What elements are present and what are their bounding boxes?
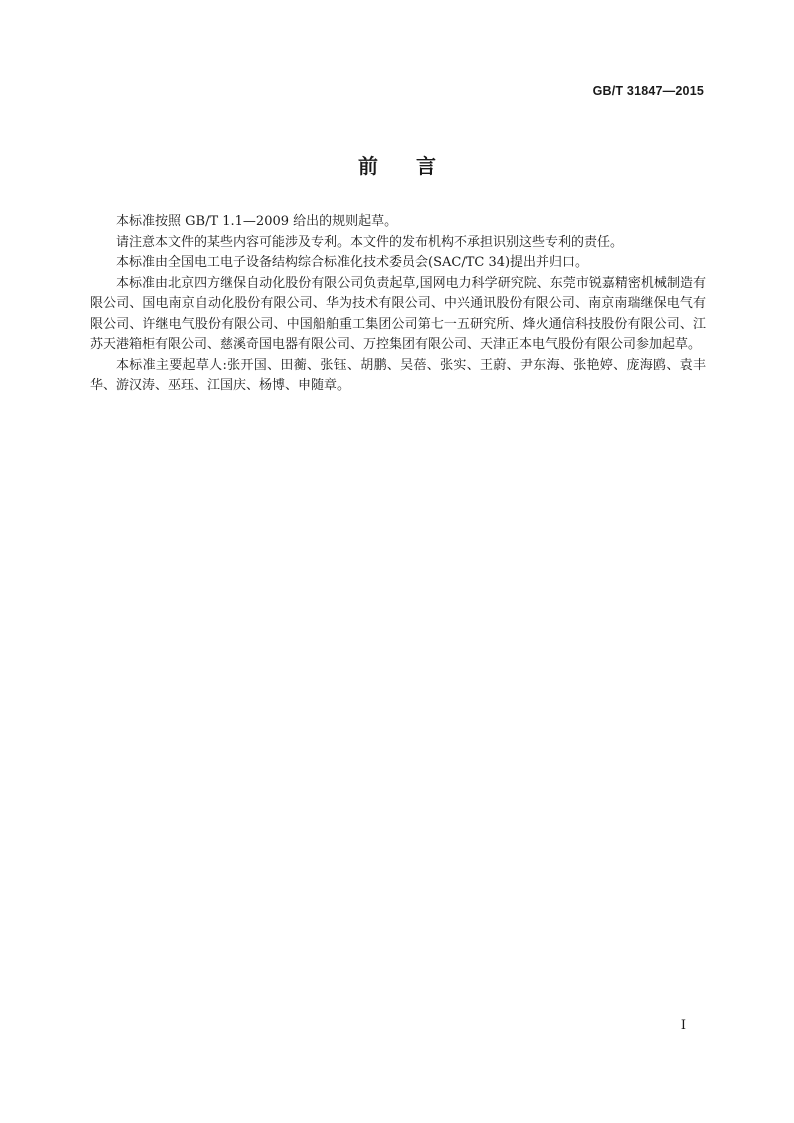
paragraph-patent-notice: 请注意本文件的某些内容可能涉及专利。本文件的发布机构不承担识别这些专利的责任。 <box>116 234 624 250</box>
paragraph-proposer: 本标准由全国电工电子设备结构综合标准化技术委员会(SAC/TC 34)提出并归口。 <box>116 255 589 270</box>
standard-code: GB/T 31847—2015 <box>592 84 704 98</box>
page-title: 前言 <box>358 154 474 178</box>
page-number: I <box>680 1018 686 1033</box>
paragraph-drafters: 本标准主要起草人:张开国、田蘅、张钰、胡鹏、吴蓓、张实、王蔚、尹东海、张艳婷、庞海鸥、袁丰华、游汉涛、巫珏、江国庆、杨博、申随章。 <box>90 357 706 393</box>
foreword-body <box>90 212 706 397</box>
paragraph-drafting-rules: 本标准按照 GB/T 1.1—2009 给出的规则起草。 <box>116 214 398 229</box>
paragraph-drafting-organizations: 本标准由北京四方继保自动化股份有限公司负责起草,国网电力科学研究院、东莞市锐嘉精密机械制造有限公司、国电南京自动化股份有限公司、华为技术有限公司、中兴通讯股份有限公司、南京南瑞继保电气有限公司、许继电气股份有限公司、中国船舶重工集团公司第七一五研究所、烽火通信科技股份有限公司、江苏天港箱柜有限公司、慈溪奇国电器有限公司、万控集团有限公司、天津正本电气股份有限公司参加起草。 <box>90 275 706 352</box>
